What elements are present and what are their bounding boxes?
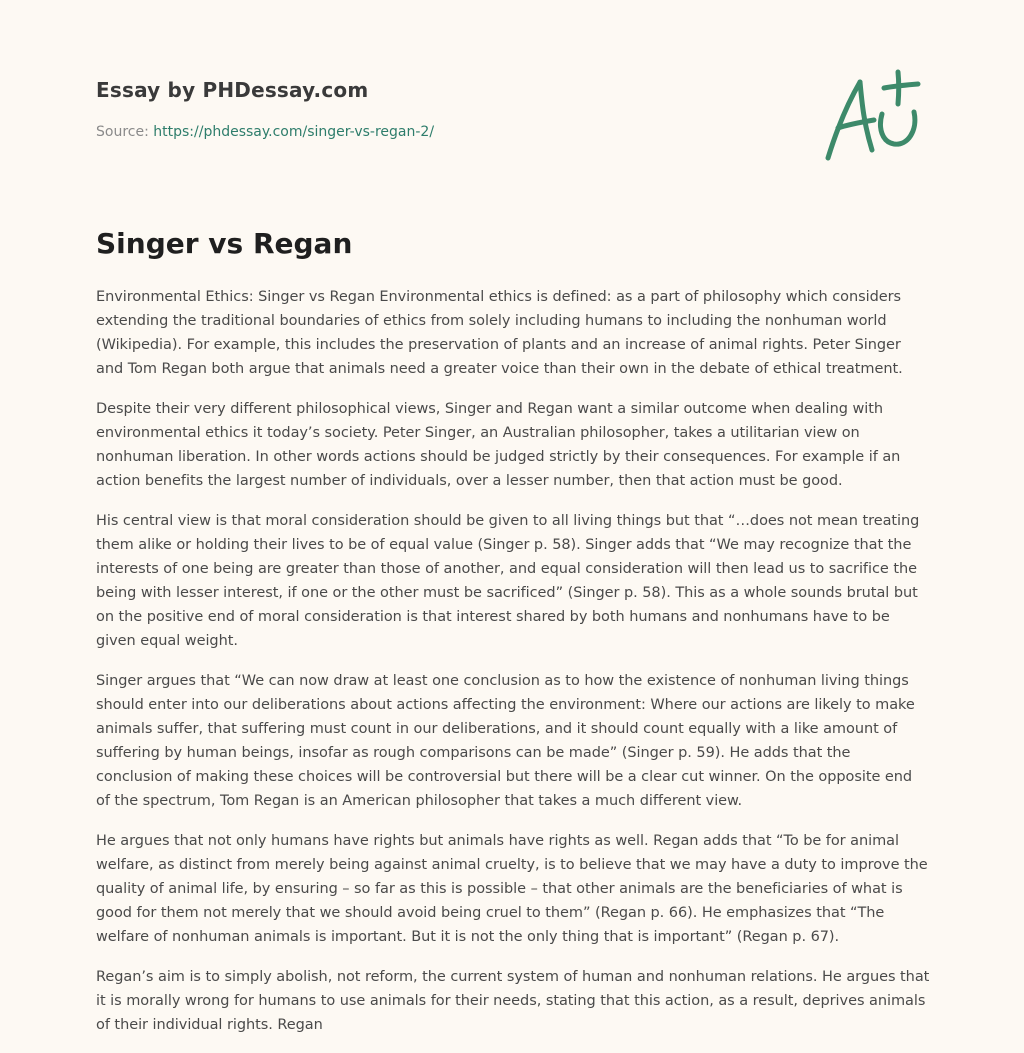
essay-paragraph: Regan’s aim is to simply abolish, not reform, the current system of human and nonhuman relations. He argues that it is morally wrong for humans to use animals for their needs, stating that this action, as a result, deprives animals of their individual rights. Regan [96,969,930,1033]
essay-paragraph: His central view is that moral consideration should be given to all living things but that “…does not mean treating them alike or holding their lives to be of equal value (Singer p. 58). Singer adds that “We may recognize that the interests of one being are greater than those of another, and equal consideration will then lead us to sacrifice the being with lesser interest, if one or the other must be sacrificed” (Singer p. 58). This as a whole sounds brutal but on the positive end of moral consideration is that interest shared by both humans and nonhumans have to be given equal weight. [96,513,920,649]
page-header [96,76,796,142]
essay-body [96,285,930,1053]
site-brand: Essay by PHDessay.com [96,78,369,102]
source-label: Source: [96,124,154,140]
essay-paragraph: He argues that not only humans have rights but animals have rights as well. Regan adds that “To be for animal welfare, as distinct from merely being against animal cruelty, is to believe that we may have a duty to improve the quality of animal life, by ensuring – so far as this is possible – that other animals are the beneficiaries of what is good for them not merely that we should avoid being cruel to them” (Regan p. 66). He emphasizes that “The welfare of nonhuman animals is important. But it is not the only thing that is important” (Regan p. 67). [96,833,928,945]
essay-paragraph: Despite their very different philosophical views, Singer and Regan want a similar outcome when dealing with environmental ethics it today’s society. Peter Singer, an Australian philosopher, takes a utilitarian view on nonhuman liberation. In other words actions should be judged strictly by their consequences. For example if an action benefits the largest number of individuals, over a lesser number, then that action must be good. [96,401,901,489]
essay-paragraph: Singer argues that “We can now draw at least one conclusion as to how the existence of nonhuman living things should enter into our deliberations about actions affecting the environment: Where our actions are likely to make animals suffer, that suffering must count in our deliberations, and it should count equally with a like amount of suffering by human beings, insofar as rough comparisons can be made” (Singer p. 59). He adds that the conclusion of making these choices will be controversial but there will be a clear cut winner. On the opposite end of the spectrum, Tom Regan is an American philosopher that takes a much different view. [96,673,915,809]
source-link[interactable]: https://phdessay.com/singer-vs-regan-2/ [153,124,435,140]
essay-title: Singer vs Regan [96,227,353,260]
a-plus-grade-logo-icon [822,68,926,164]
essay-paragraph: Environmental Ethics: Singer vs Regan Environmental ethics is defined: as a part of philosophy which considers extending the traditional boundaries of ethics from solely including humans to including the nonhuman world (Wikipedia). For example, this includes the preservation of plants and an increase of animal rights. Peter Singer and Tom Regan both argue that animals need a greater voice than their own in the debate of ethical treatment. [96,289,903,377]
source-line [96,122,796,142]
